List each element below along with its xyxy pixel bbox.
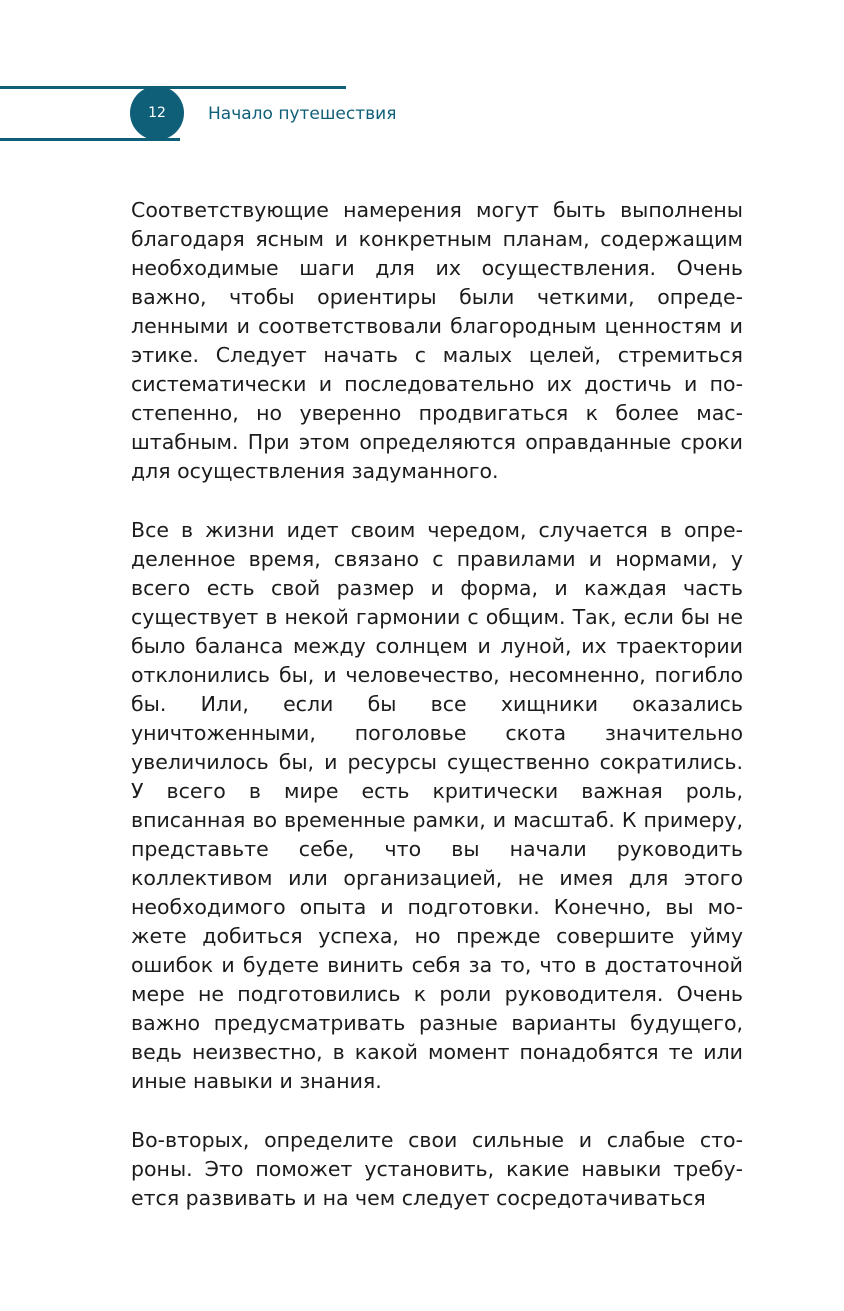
header-rule-top bbox=[0, 86, 346, 89]
body-text bbox=[131, 196, 743, 1243]
chapter-title: Начало путешествия bbox=[208, 104, 397, 124]
paragraph-2: Все в жизни идет своим чередом, случается в определенное время, связано с правилами и нормами, у всего есть свой размер и форма, и каждая часть существует в некой гармонии с общим. Так, если бы не было баланса между солнцем и луной, их траектории отклонились бы, и человечество, несомненно, погибло бы. Или, если бы все хищники оказались уничтоженными, поголовье скота значительно увеличилось бы, и ресурсы существенно сократились. У всего в мире есть критически важная роль, вписанная во временные рамки, и масштаб. К примеру, представьте себе, что вы начали руководить коллективом или организацией, не имея для этого необходимого опыта и подготовки. Конечно, вы можете добиться успеха, но прежде совершите уйму ошибок и будете винить себя за то, что в достаточной мере не подготовились к роли руководителя. Очень важно предусматривать разные варианты будущего, ведь неизвестно, в какой момент понадобятся те или иные навыки и знания. bbox=[131, 518, 743, 1093]
paragraph-3: Во-вторых, определите свои сильные и слабые стороны. Это поможет установить, какие навыки требуется развивать и на чем следует сосредотачиваться bbox=[131, 1128, 743, 1210]
paragraph-1: Соответствующие намерения могут быть выполнены благодаря ясным и конкретным планам, содержащим необходимые шаги для их осуществления. Очень важно, чтобы ориентиры были четкими, определенными и соответствовали благородным ценностям и этике. Следует начать с малых целей, стремиться систематически и последовательно их достичь и постепенно, но уверенно продвигаться к более масштабным. При этом определяются оправданные сроки для осуществления задуманного. bbox=[131, 198, 743, 483]
page-number: 12 bbox=[130, 86, 184, 140]
